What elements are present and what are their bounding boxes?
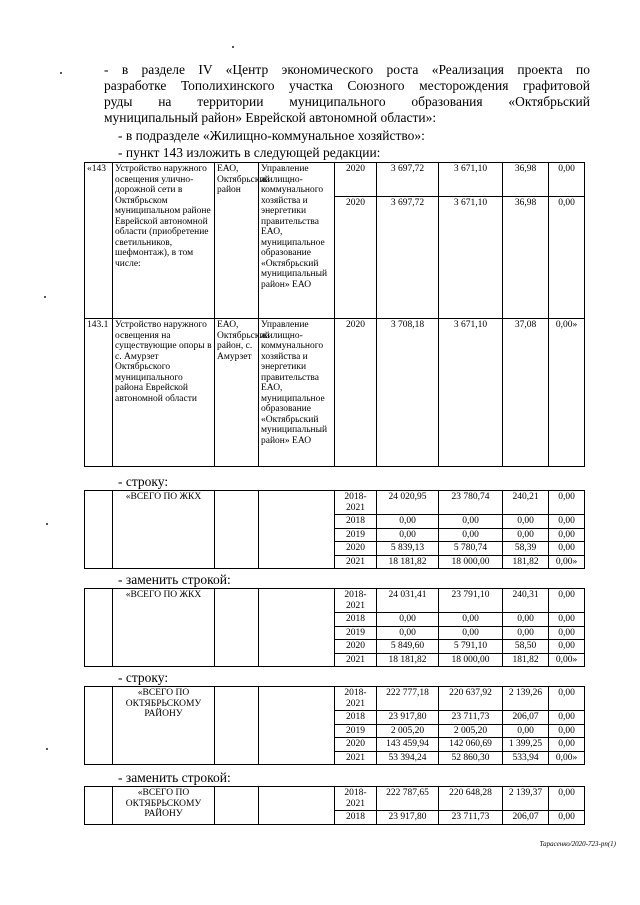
total-cell: 3 697,72 bbox=[377, 163, 439, 197]
reg-cell: 0,00 bbox=[503, 724, 549, 738]
reg-cell: 533,94 bbox=[503, 751, 549, 765]
reg-cell: 206,07 bbox=[503, 711, 549, 725]
loc-cell: 0,00 bbox=[549, 613, 585, 627]
reg-cell: 0,00 bbox=[503, 613, 549, 627]
fed-cell: 0,00 bbox=[439, 515, 503, 529]
loc-cell: 0,00 bbox=[549, 528, 585, 542]
total-cell: 23 917,80 bbox=[377, 811, 439, 825]
loc-cell: 0,00 bbox=[549, 787, 585, 811]
reg-cell: 240,21 bbox=[503, 491, 549, 515]
fed-cell: 142 060,69 bbox=[439, 738, 503, 752]
table-row bbox=[85, 787, 585, 811]
loc-cell: 0,00 bbox=[549, 640, 585, 654]
loc-cell: 0,00» bbox=[549, 555, 585, 569]
year-cell: 2020 bbox=[335, 319, 377, 467]
fed-cell: 23 791,10 bbox=[439, 589, 503, 613]
year-cell: 2019 bbox=[335, 626, 377, 640]
reg-cell: 181,82 bbox=[503, 653, 549, 667]
reg-cell: 36,98 bbox=[503, 163, 549, 197]
year-cell: 2018 bbox=[335, 613, 377, 627]
year-cell: 2020 bbox=[335, 640, 377, 654]
total-cell: 24 020,95 bbox=[377, 491, 439, 515]
loc-cell: 0,00 bbox=[549, 491, 585, 515]
loc-cell: 0,00 bbox=[549, 589, 585, 613]
fed-cell: 220 637,92 bbox=[439, 687, 503, 711]
intro-line-5: - в подразделе «Жилищно-коммунальное хозяйство»: bbox=[118, 128, 425, 143]
year-cell: 2021 bbox=[335, 555, 377, 569]
fed-cell: 18 000,00 bbox=[439, 555, 503, 569]
table-item-143 bbox=[84, 162, 585, 467]
fed-cell: 3 671,10 bbox=[439, 319, 503, 467]
row-description: Устройство наружного освещения улично-дорожной сети в Октябрьском муниципальном районе Еврейской автономной области (приобретение светильников, шефмонтаж), в том числе: bbox=[113, 163, 215, 319]
loc-cell: 0,00 bbox=[549, 711, 585, 725]
total-cell: 0,00 bbox=[377, 626, 439, 640]
fed-cell: 18 000,00 bbox=[439, 653, 503, 667]
total-cell: 222 787,65 bbox=[377, 787, 439, 811]
label-row-3: - строку: bbox=[118, 670, 169, 685]
year-cell: 2021 bbox=[335, 751, 377, 765]
fed-cell: 23 711,73 bbox=[439, 811, 503, 825]
intro-line-1: - в разделе IV «Центр экономического роста «Реализация проекта по bbox=[104, 62, 590, 77]
year-cell: 2020 bbox=[335, 738, 377, 752]
table-total-housing-old bbox=[84, 490, 585, 569]
fed-cell: 220 648,28 bbox=[439, 787, 503, 811]
reg-cell: 0,00 bbox=[503, 626, 549, 640]
total-cell: 143 459,94 bbox=[377, 738, 439, 752]
label-row-2: - заменить строкой: bbox=[118, 572, 231, 587]
reg-cell: 0,00 bbox=[503, 515, 549, 529]
year-cell: 2018-2021 bbox=[335, 787, 377, 811]
intro-line-4: муниципальный район» Еврейской автономной области»: bbox=[104, 110, 437, 125]
total-cell: 18 181,82 bbox=[377, 555, 439, 569]
total-cell: 2 005,20 bbox=[377, 724, 439, 738]
row-executor bbox=[259, 163, 335, 319]
fed-cell: 3 671,10 bbox=[439, 197, 503, 319]
table-total-housing-new bbox=[84, 588, 585, 667]
reg-cell: 2 139,26 bbox=[503, 687, 549, 711]
year-cell: 2018-2021 bbox=[335, 589, 377, 613]
year-cell: 2019 bbox=[335, 528, 377, 542]
fed-cell: 23 780,74 bbox=[439, 491, 503, 515]
year-cell: 2018-2021 bbox=[335, 687, 377, 711]
intro-line-3: руды на территории муниципального образования «Октябрьский bbox=[104, 94, 590, 109]
executor-line-2: коммунального хозяйства и энергетики правительства ЕАО, муниципальное образование «Октябрьский муниципальный район» ЕАО bbox=[261, 185, 328, 290]
reg-cell: 240,31 bbox=[503, 589, 549, 613]
loc-cell: 0,00 bbox=[549, 542, 585, 556]
reg-cell: 2 139,37 bbox=[503, 787, 549, 811]
table-row bbox=[85, 687, 585, 711]
table-total-district-old bbox=[84, 686, 585, 765]
loc-cell: 0,00 bbox=[549, 515, 585, 529]
total-cell: 53 394,24 bbox=[377, 751, 439, 765]
total-cell: 5 849,60 bbox=[377, 640, 439, 654]
year-cell: 2019 bbox=[335, 724, 377, 738]
reg-cell: 206,07 bbox=[503, 811, 549, 825]
loc-cell: 0,00 bbox=[549, 687, 585, 711]
year-cell: 2018 bbox=[335, 515, 377, 529]
row-number: 143.1 bbox=[85, 319, 113, 467]
reg-cell: 181,82 bbox=[503, 555, 549, 569]
year-cell: 2018 bbox=[335, 811, 377, 825]
fed-cell: 0,00 bbox=[439, 626, 503, 640]
fed-cell: 0,00 bbox=[439, 528, 503, 542]
row-description: Устройство наружного освещения на существующие опоры в с. Амурзет Октябрьского муниципального района Еврейской автономной области bbox=[113, 319, 215, 467]
fed-cell: 23 711,73 bbox=[439, 711, 503, 725]
loc-cell: 0,00 bbox=[549, 163, 585, 197]
reg-cell: 36,98 bbox=[503, 197, 549, 319]
scan-speck bbox=[46, 748, 48, 750]
loc-cell: 0,00 bbox=[549, 738, 585, 752]
fed-cell: 52 860,30 bbox=[439, 751, 503, 765]
scan-speck bbox=[46, 523, 48, 525]
scan-speck bbox=[44, 296, 46, 298]
executor-line-1: Управление жилищно- bbox=[261, 164, 309, 185]
reg-cell: 37,08 bbox=[503, 319, 549, 467]
year-cell: 2018-2021 bbox=[335, 491, 377, 515]
loc-cell: 0,00 bbox=[549, 724, 585, 738]
row-number: «143 bbox=[85, 163, 113, 319]
loc-cell: 0,00» bbox=[549, 653, 585, 667]
total-label: «ВСЕГО ПО ОКТЯБРЬСКОМУ РАЙОНУ bbox=[113, 687, 215, 765]
loc-cell: 0,00 bbox=[549, 197, 585, 319]
table-row bbox=[85, 319, 585, 467]
total-cell: 0,00 bbox=[377, 613, 439, 627]
total-cell: 23 917,80 bbox=[377, 711, 439, 725]
table-total-district-new bbox=[84, 786, 585, 825]
total-cell: 222 777,18 bbox=[377, 687, 439, 711]
fed-cell: 2 005,20 bbox=[439, 724, 503, 738]
total-cell: 5 839,13 bbox=[377, 542, 439, 556]
row-executor: Управление жилищно-коммунального хозяйства и энергетики правительства ЕАО, муниципальное образование «Октябрьский муниципальный район» ЕАО bbox=[259, 319, 335, 467]
table-row bbox=[85, 163, 585, 197]
total-label: «ВСЕГО ПО ЖКХ bbox=[113, 491, 215, 569]
loc-cell: 0,00» bbox=[549, 319, 585, 467]
label-row-4: - заменить строкой: bbox=[118, 770, 231, 785]
intro-line-6: - пункт 143 изложить в следующей редакции: bbox=[118, 145, 381, 160]
fed-cell: 0,00 bbox=[439, 613, 503, 627]
fed-cell: 3 671,10 bbox=[439, 163, 503, 197]
total-cell: 24 031,41 bbox=[377, 589, 439, 613]
reg-cell: 58,50 bbox=[503, 640, 549, 654]
year-cell: 2020 bbox=[335, 163, 377, 197]
label-row-1: - строку: bbox=[118, 474, 169, 489]
loc-cell: 0,00 bbox=[549, 626, 585, 640]
footer-reference: Тарасенко/2020-723-рп(1) bbox=[539, 840, 616, 848]
scan-speck bbox=[60, 72, 62, 74]
total-label: «ВСЕГО ПО ОКТЯБРЬСКОМУ РАЙОНУ bbox=[113, 787, 215, 825]
reg-cell: 58,39 bbox=[503, 542, 549, 556]
scan-speck bbox=[232, 46, 234, 48]
year-cell: 2021 bbox=[335, 653, 377, 667]
reg-cell: 1 399,25 bbox=[503, 738, 549, 752]
loc-cell: 0,00» bbox=[549, 751, 585, 765]
total-cell: 3 708,18 bbox=[377, 319, 439, 467]
fed-cell: 5 791,10 bbox=[439, 640, 503, 654]
row-place: ЕАО, Октябрьский район bbox=[215, 163, 259, 319]
year-cell: 2018 bbox=[335, 711, 377, 725]
year-cell: 2020 bbox=[335, 542, 377, 556]
total-label: «ВСЕГО ПО ЖКХ bbox=[113, 589, 215, 667]
total-cell: 3 697,72 bbox=[377, 197, 439, 319]
loc-cell: 0,00 bbox=[549, 811, 585, 825]
total-cell: 0,00 bbox=[377, 528, 439, 542]
fed-cell: 5 780,74 bbox=[439, 542, 503, 556]
total-cell: 18 181,82 bbox=[377, 653, 439, 667]
table-row bbox=[85, 491, 585, 515]
table-row bbox=[85, 589, 585, 613]
reg-cell: 0,00 bbox=[503, 528, 549, 542]
intro-line-2: разработке Тополихинского участка Союзного месторождения графитовой bbox=[104, 78, 590, 93]
total-cell: 0,00 bbox=[377, 515, 439, 529]
year-cell: 2020 bbox=[335, 197, 377, 319]
row-place: ЕАО, Октябрьский район, с. Амурзет bbox=[215, 319, 259, 467]
